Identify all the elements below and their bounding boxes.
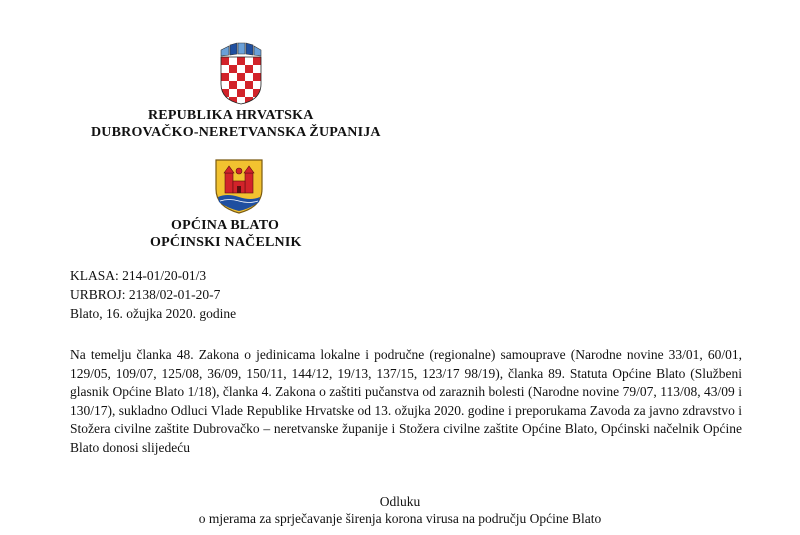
croatia-coat-of-arms-icon <box>218 40 264 106</box>
office-heading: OPĆINSKI NAČELNIK <box>150 235 302 250</box>
decision-title: Odluku <box>379 494 421 509</box>
blato-coat-of-arms-icon <box>213 157 265 215</box>
county-heading: DUBROVAČKO-NERETVANSKA ŽUPANIJA <box>91 125 381 140</box>
country-heading: REPUBLIKA HRVATSKA <box>148 108 314 123</box>
klasa-line: KLASA: 214-01/20-01/3 <box>70 268 207 283</box>
municipality-heading: OPĆINA BLATO <box>171 218 280 233</box>
urbroj-line: URBROJ: 2138/02-01-20-7 <box>70 287 221 302</box>
place-date-line: Blato, 16. ožujka 2020. godine <box>70 306 237 321</box>
preamble-paragraph: Na temelju članka 48. Zakona o jedinicama lokalne i područne (regionalne) samouprave (Narodne novine 33/01, 60/01, 129/05, 109/07, 125/08, 36/09, 150/11, 144/12, 19/13, 137/15, 123/17 98/19), članka 89. Statuta Općine Blato (Službeni glasnik Općine Blato 1/18), članka 4. Zakona o zaštiti pučanstva od zaraznih bolesti (Narodne novine 79/07, 113/08, 43/09 i 130/17), sukladno Odluci Vlade Republike Hrvatske od 13. ožujka 2020. godine i preporukama Zavoda za javno zdravstvo i Stožera civilne zaštite Dubrovačko – neretvanske županije i Stožera civilne zaštite Općine Blato, Općinski načelnik Općine Blato donosi slijedeću <box>70 347 742 455</box>
decision-subtitle: o mjerama za sprječavanje širenja korona virusa na području Općine Blato <box>198 511 602 526</box>
